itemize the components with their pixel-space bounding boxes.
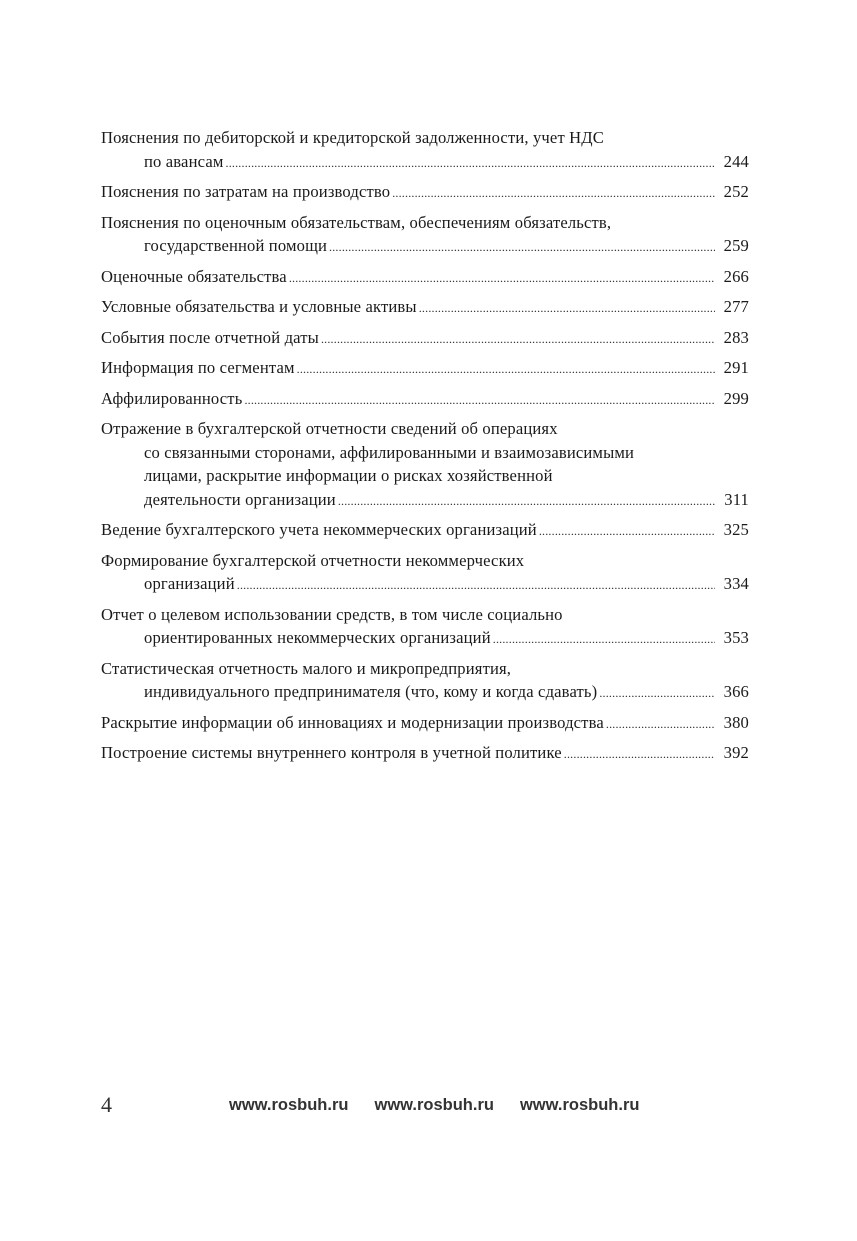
- toc-dot-leader: [321, 328, 715, 352]
- toc-entry[interactable]: [101, 711, 749, 737]
- toc-entry[interactable]: [101, 549, 749, 598]
- page-footer: [101, 1092, 749, 1118]
- toc-entry[interactable]: [101, 326, 749, 352]
- toc-page-number: 380: [723, 712, 749, 732]
- toc-entry-title-line: ориентированных некоммерческих организаций: [144, 628, 491, 647]
- toc-page-number: 353: [723, 628, 749, 647]
- toc-entry-title-line: Оценочные обязательства: [101, 266, 287, 286]
- toc-page-number: 334: [723, 574, 749, 593]
- toc-entry-title-line: Построение системы внутреннего контроля в учетной политике: [101, 743, 562, 762]
- toc-page-number: 283: [723, 327, 749, 347]
- toc-dot-leader: [329, 236, 715, 260]
- toc-page-number: 252: [723, 182, 749, 201]
- toc-page-number: 366: [723, 682, 749, 701]
- toc-entry-title-line: Информация по сегментам: [101, 358, 295, 377]
- toc-entry-title-line: Аффилированность: [101, 388, 243, 408]
- toc-page-number: 291: [723, 358, 749, 377]
- toc-entry[interactable]: [101, 603, 749, 652]
- toc-dot-leader: [226, 152, 716, 176]
- toc-entry[interactable]: [101, 211, 749, 260]
- toc-dot-leader: [297, 358, 715, 382]
- footer-websites: [229, 1094, 639, 1116]
- toc-entry-title-line: индивидуального предпринимателя (что, кому и когда сдавать): [144, 682, 598, 701]
- toc-entry-title-line: Формирование бухгалтерской отчетности некоммерческих: [101, 550, 525, 570]
- toc-entry[interactable]: [101, 126, 749, 175]
- toc-dot-leader: [289, 267, 715, 291]
- toc-dot-leader: [564, 743, 715, 767]
- toc-dot-leader: [539, 520, 715, 544]
- toc-entry[interactable]: [101, 387, 749, 413]
- toc-entry[interactable]: [101, 295, 749, 321]
- toc-entry-title-line: Ведение бухгалтерского учета некоммерческих организаций: [101, 520, 537, 539]
- toc-entry-title-line: Раскрытие информации об инновациях и модернизации производства: [101, 712, 604, 732]
- toc-dot-leader: [338, 490, 715, 514]
- toc-entry-title-line: Условные обязательства и условные активы: [101, 297, 417, 316]
- toc-page-number: 392: [723, 743, 749, 762]
- toc-dot-leader: [493, 628, 715, 652]
- toc-entry-title-line: со связанными сторонами, аффилированными и взаимозависимыми: [144, 442, 635, 462]
- toc-entry-title-line: Пояснения по оценочным обязательствам, обеспечениям обязательств,: [101, 212, 612, 232]
- toc-entry-title-line: по авансам: [144, 151, 224, 171]
- toc-page-number: 299: [723, 388, 749, 408]
- toc-page-number: 325: [723, 520, 749, 539]
- toc-entry-title-line: События после отчетной даты: [101, 327, 319, 347]
- toc-entry-title-line: Пояснения по дебиторской и кредиторской задолженности, учет НДС: [101, 128, 604, 147]
- toc-page-number: 266: [723, 266, 749, 286]
- toc-entry-title-line: государственной помощи: [144, 236, 328, 255]
- toc-page-number: 259: [723, 236, 749, 255]
- toc-entry[interactable]: [101, 180, 749, 206]
- website-link[interactable]: www.rosbuh.ru: [229, 1096, 349, 1114]
- toc-entry-title-line: Статистическая отчетность малого и микропредприятия,: [101, 658, 512, 678]
- toc-entry[interactable]: [101, 741, 749, 767]
- toc-entry-title-line: организаций: [144, 574, 235, 593]
- toc-dot-leader: [599, 682, 715, 706]
- toc-entry[interactable]: [101, 356, 749, 382]
- toc-entry[interactable]: [101, 417, 749, 513]
- toc-dot-leader: [606, 713, 715, 737]
- toc-dot-leader: [392, 182, 715, 206]
- table-of-contents: [101, 126, 749, 772]
- toc-entry-title-line: Отчет о целевом использовании средств, в том числе социально: [101, 604, 563, 624]
- page-number: 4: [101, 1092, 112, 1117]
- toc-dot-leader: [237, 574, 715, 598]
- toc-page-number: 277: [723, 297, 749, 316]
- toc-page-number: 311: [724, 489, 749, 509]
- toc-page-number: 244: [723, 151, 749, 171]
- toc-entry[interactable]: [101, 265, 749, 291]
- website-link[interactable]: www.rosbuh.ru: [374, 1096, 494, 1114]
- website-link[interactable]: www.rosbuh.ru: [519, 1096, 640, 1114]
- toc-entry-title-line: Отражение в бухгалтерской отчетности сведений об операциях: [101, 419, 558, 438]
- toc-entry-title-line: деятельности организации: [144, 489, 336, 509]
- toc-dot-leader: [419, 297, 715, 321]
- toc-entry[interactable]: [101, 657, 749, 706]
- toc-entry-title-line: лицами, раскрытие информации о рисках хозяйственной: [144, 466, 553, 485]
- toc-entry[interactable]: [101, 518, 749, 544]
- toc-entry-title-line: Пояснения по затратам на производство: [101, 182, 391, 201]
- toc-dot-leader: [244, 389, 715, 413]
